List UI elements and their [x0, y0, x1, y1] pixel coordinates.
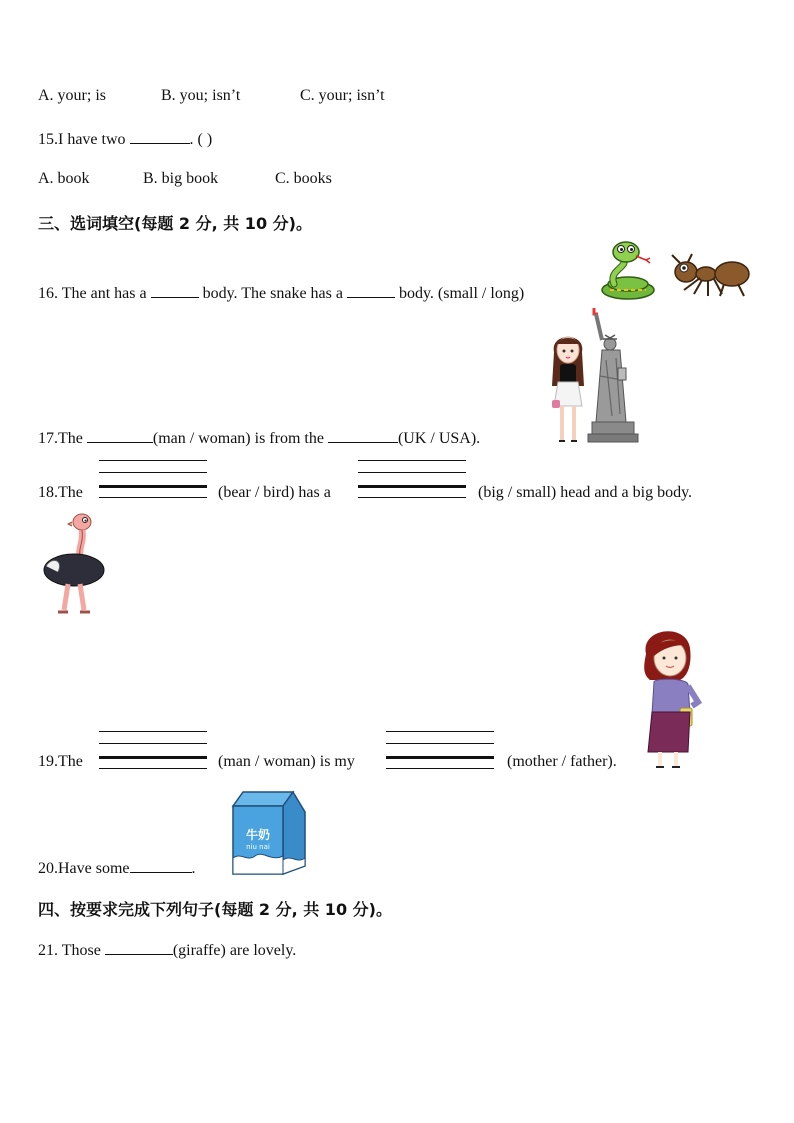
q18-blank-1 [99, 460, 207, 500]
q15-option-b: B. big book [143, 170, 219, 187]
q19-text-3: (mother / father). [507, 753, 617, 770]
q21-text-1: . Those [54, 942, 105, 959]
q18-text-2: (bear / bird) has a [218, 484, 331, 501]
q17-blank-1 [87, 428, 153, 443]
q14-option-b: B. you; isn’t [161, 87, 241, 104]
q19-blank-2 [386, 731, 494, 771]
q15-option-c: C. books [275, 170, 332, 187]
q19-text-1: 19.The [38, 753, 83, 770]
milk-carton-label: 牛奶 [245, 828, 270, 842]
q14-option-c: C. your; isn’t [300, 87, 385, 104]
q16-blank-1 [151, 283, 199, 298]
milk-carton-pinyin: niu nai [246, 843, 270, 851]
q20-text-1: 20.Have some [38, 860, 130, 877]
q16-blank-2 [347, 283, 395, 298]
q20-blank [130, 858, 192, 873]
question-20 [38, 858, 196, 878]
ostrich-illustration [38, 512, 108, 616]
question-21 [38, 940, 296, 960]
q15-blank [130, 129, 190, 144]
q15-option-a: A. book [38, 170, 90, 187]
q20-text-2: . [191, 860, 196, 877]
q19-blank-1 [99, 731, 207, 771]
q21-number: 21 [38, 942, 54, 959]
q15-suffix: . ( ) [189, 131, 213, 148]
section-3-heading: 三、选词填空(每题 2 分, 共 10 分)。 [38, 214, 312, 233]
statue-of-liberty-illustration [588, 306, 640, 446]
q18-text-1: 18.The [38, 484, 83, 501]
milk-carton-illustration [229, 790, 309, 876]
q17-text-3: (UK / USA). [397, 430, 481, 447]
mother-illustration [640, 624, 704, 770]
q14-option-a: A. your; is [38, 87, 106, 104]
question-16 [38, 283, 524, 303]
q15-prefix: 15.I have two [38, 131, 130, 148]
q17-text-2: (man / woman) is from the [152, 430, 328, 447]
question-15 [38, 129, 212, 149]
section-4-heading: 四、按要求完成下列句子(每题 2 分, 共 10 分)。 [38, 900, 392, 919]
question-17 [38, 428, 480, 448]
q16-text-1: . The ant has a [54, 285, 151, 302]
q21-blank [105, 940, 173, 955]
ant-illustration [664, 254, 752, 298]
q16-text-2: body. The snake has a [198, 285, 347, 302]
q19-text-2: (man / woman) is my [218, 753, 355, 770]
q18-text-3: (big / small) head and a big body. [478, 484, 693, 501]
snake-illustration [598, 240, 658, 302]
q16-number: 16 [38, 285, 54, 302]
q16-text-3: body. (small / long) [394, 285, 525, 302]
girl-illustration [548, 330, 588, 444]
q18-blank-2 [358, 460, 466, 500]
q17-text-1: 17.The [38, 430, 87, 447]
q21-text-2: (giraffe) are lovely. [172, 942, 297, 959]
q17-blank-2 [328, 428, 398, 443]
